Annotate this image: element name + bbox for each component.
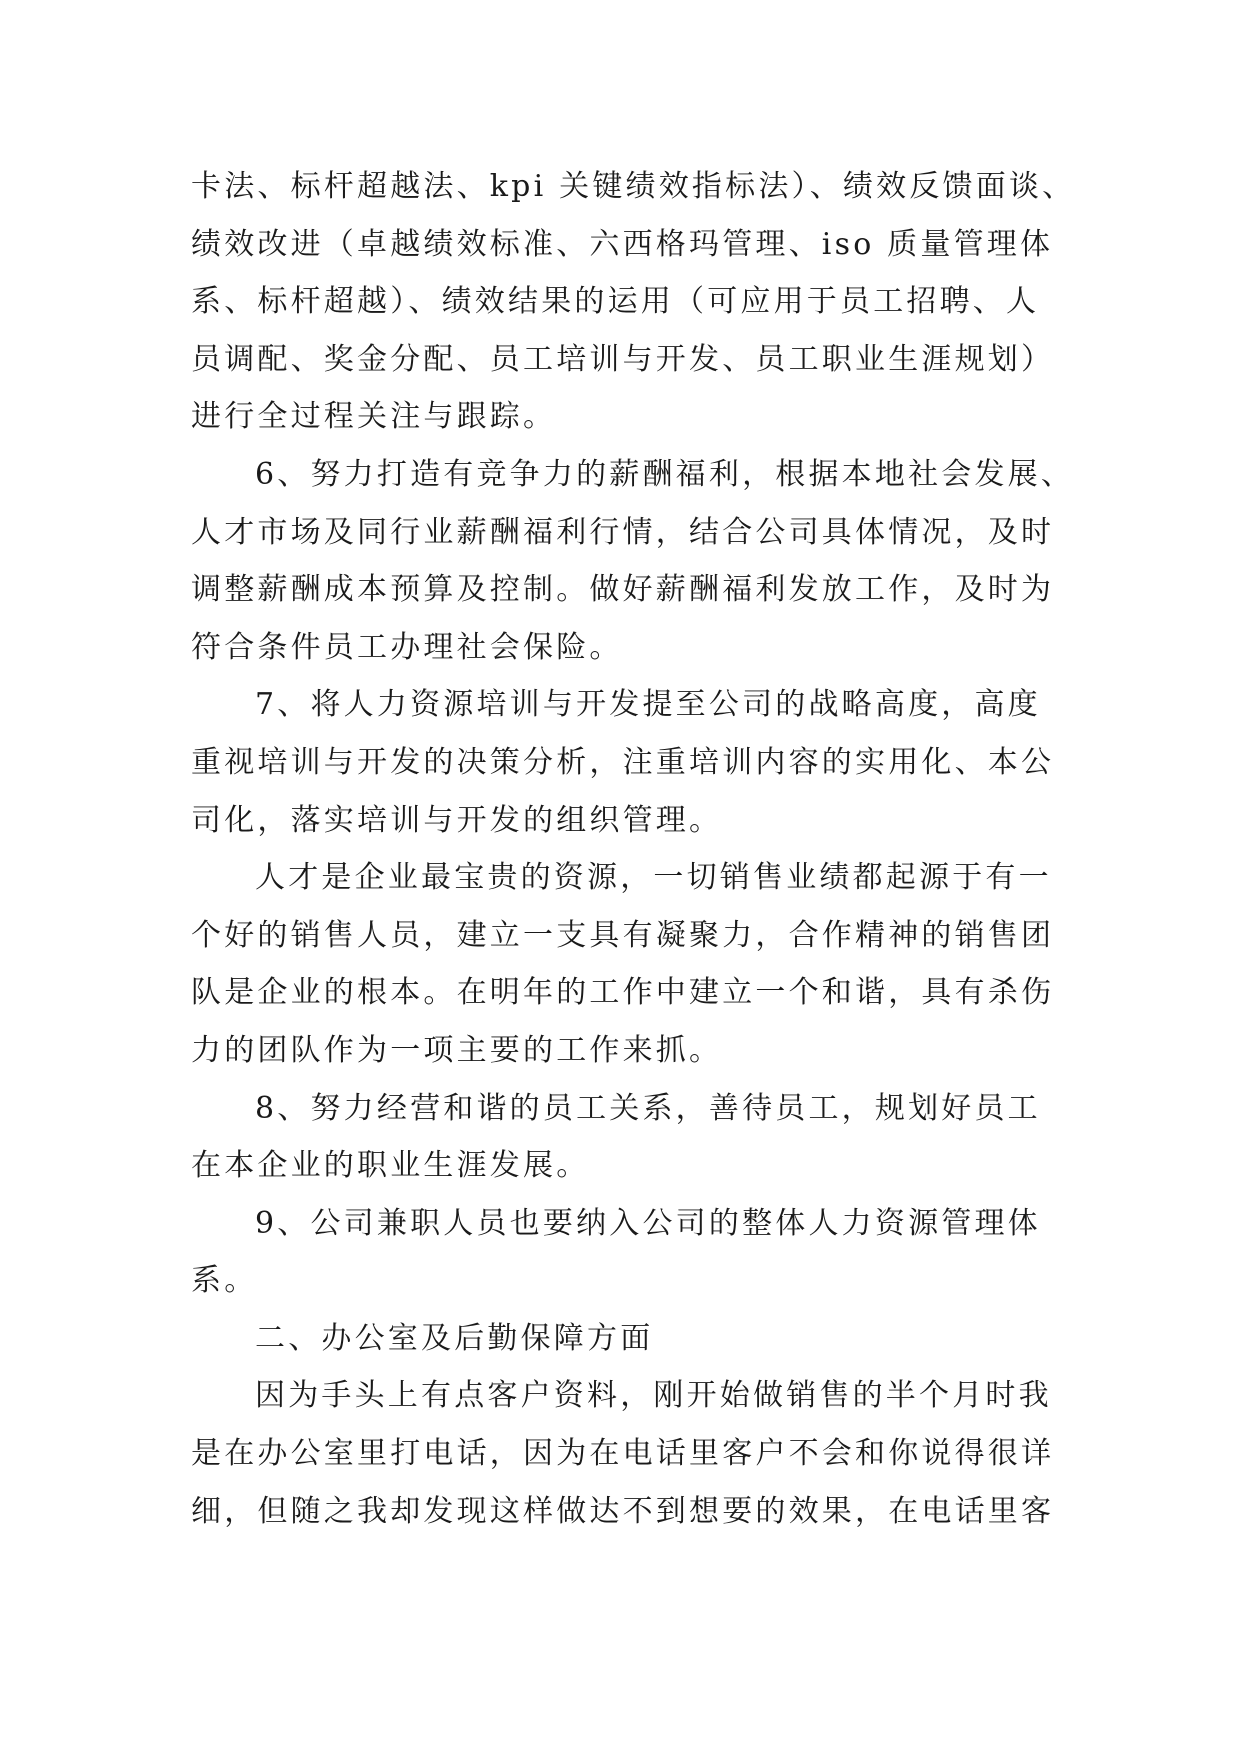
paragraph-start-line: 人才是企业最宝贵的资源，一切销售业绩都起源于有一 — [255, 860, 1052, 896]
document-body — [191, 158, 1076, 1540]
text-line: 力的团队作为一项主要的工作来抓。 — [191, 1032, 723, 1068]
text-line: 进行全过程关注与跟踪。 — [191, 399, 557, 435]
text-line: 符合条件员工办理社会保险。 — [191, 629, 623, 665]
paragraph-start-line: 7、将人力资源培训与开发提至公司的战略高度，高度 — [255, 687, 1041, 723]
text-line: 员调配、奖金分配、员工培训与开发、员工职业生涯规划） — [191, 341, 1055, 377]
text-line: 个好的销售人员，建立一支具有凝聚力，合作精神的销售团 — [191, 917, 1055, 953]
text-line: 重视培训与开发的决策分析，注重培训内容的实用化、本公 — [191, 744, 1055, 780]
paragraph-start-line: 8、努力经营和谐的员工关系，善待员工，规划好员工 — [255, 1090, 1041, 1126]
paragraph-start-line: 9、公司兼职人员也要纳入公司的整体人力资源管理体 — [255, 1205, 1041, 1241]
text-line: 系、标杆超越）、绩效结果的运用（可应用于员工招聘、人 — [191, 284, 1040, 320]
text-line: 队是企业的根本。在明年的工作中建立一个和谐，具有杀伤 — [191, 975, 1055, 1011]
paragraph-start-line: 6、努力打造有竞争力的薪酬福利，根据本地社会发展、 — [255, 456, 1075, 492]
section-heading: 二、办公室及后勤保障方面 — [255, 1320, 654, 1356]
text-line: 人才市场及同行业薪酬福利行情，结合公司具体情况，及时 — [191, 514, 1055, 550]
paragraph-start-line: 因为手头上有点客户资料，刚开始做销售的半个月时我 — [255, 1378, 1052, 1414]
text-line: 调整薪酬成本预算及控制。做好薪酬福利发放工作，及时为 — [191, 572, 1055, 608]
text-line: 绩效改进（卓越绩效标准、六西格玛管理、iso 质量管理体 — [191, 226, 1054, 262]
text-line: 是在办公室里打电话，因为在电话里客户不会和你说得很详 — [191, 1436, 1055, 1472]
text-line: 系。 — [191, 1263, 258, 1299]
text-line: 卡法、标杆超越法、kpi 关键绩效指标法）、绩效反馈面谈、 — [191, 169, 1076, 204]
text-line: 细，但随之我却发现这样做达不到想要的效果，在电话里客 — [191, 1493, 1055, 1529]
text-line: 司化，落实培训与开发的组织管理。 — [191, 802, 723, 838]
text-line: 在本企业的职业生涯发展。 — [191, 1148, 590, 1184]
